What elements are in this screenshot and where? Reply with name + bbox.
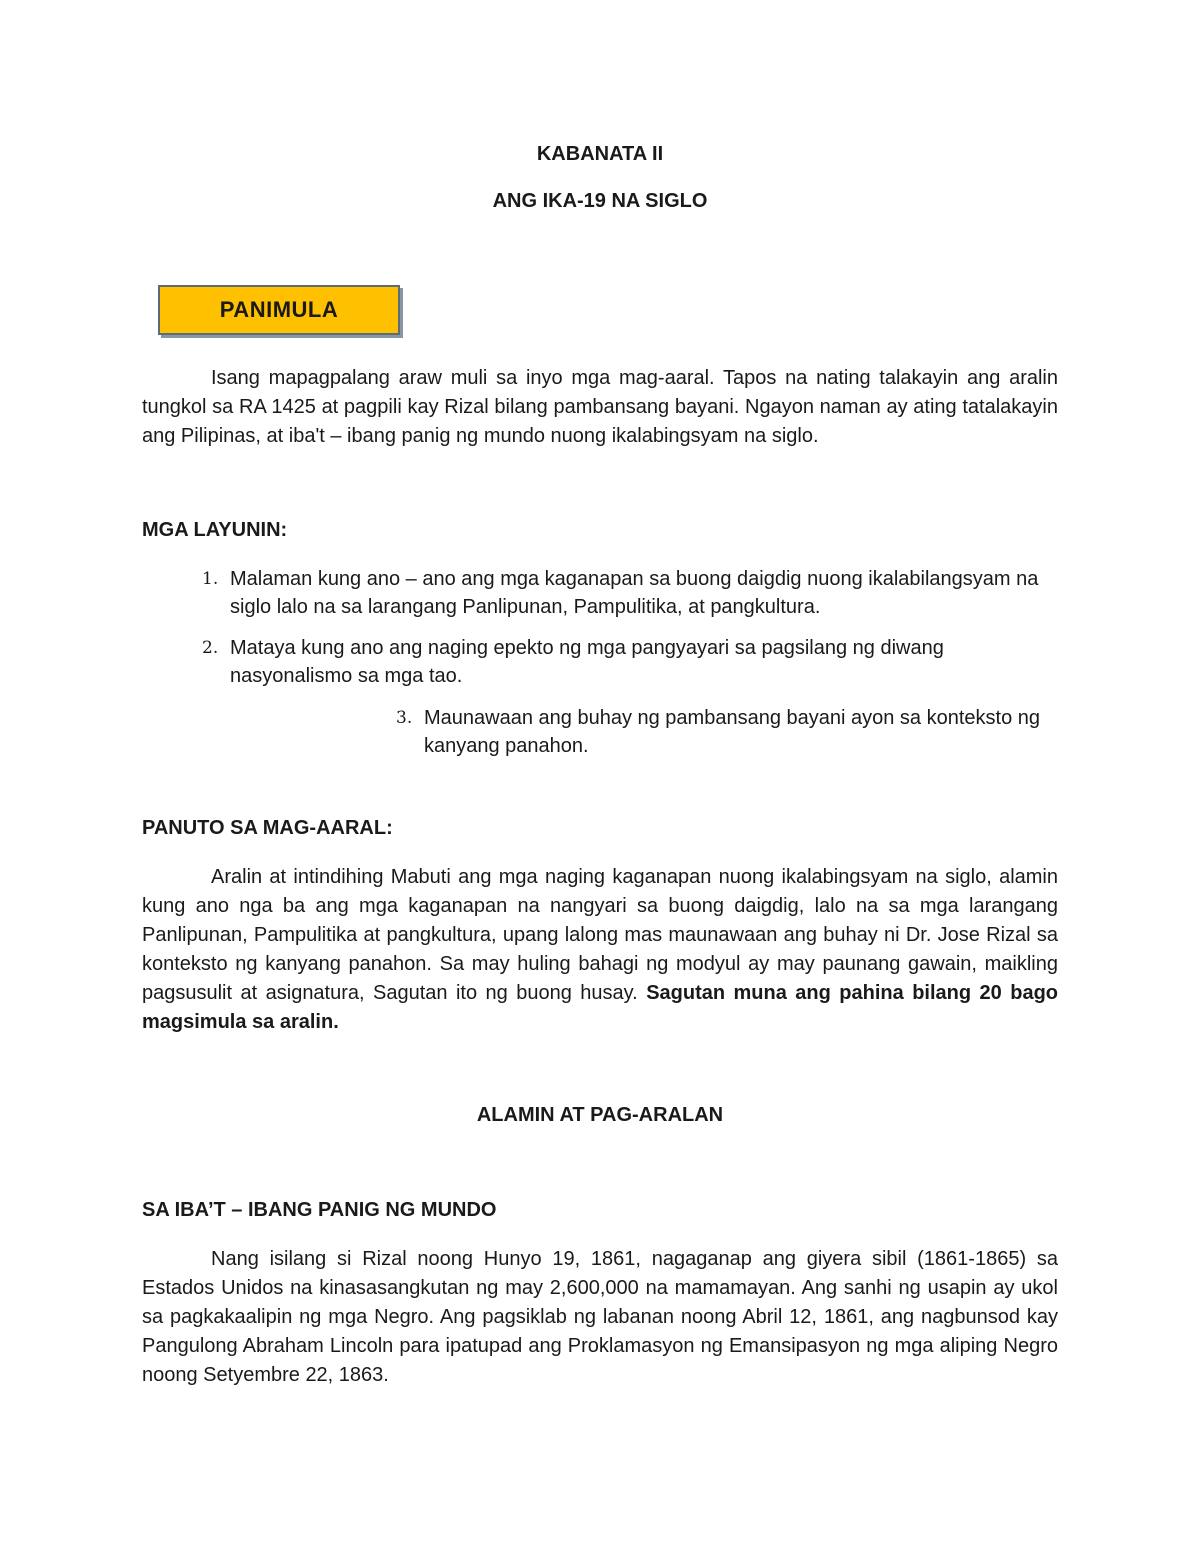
objective-number: 2. [202,638,219,658]
objective-text: Malaman kung ano – ano ang mga kaganapan sa buong daigdig nuong ikalabilangsyam na siglo lalo na sa larangang Panlipunan, Pampulitika, at pangkultura. [230,568,1039,618]
objective-text: Maunawaan ang buhay ng pambansang bayani ayon sa konteksto ng kanyang panahon. [424,707,1041,757]
objective-text: Mataya kung ano ang naging epekto ng mga pangyayari sa pagsilang ng diwang nasyonalismo sa mga tao. [230,637,944,687]
chapter-heading: KABANATA II [536,143,664,165]
objective-number: 3. [396,708,413,728]
intro-text: Isang mapagpalang araw muli sa inyo mga mag-aaral. Tapos na nating talakayin ang aralin tungkol sa RA 1425 at pagpili kay Rizal bilang pambansang bayani. Ngayon naman ay ating tatalakayin ang Pilipinas, at iba't – ibang panig ng mundo nuong ikalabingsyam na siglo. [142,367,1058,447]
objective-number: 1. [202,569,219,589]
world-text: Nang isilang si Rizal noong Hunyo 19, 1861, nagaganap ang giyera sibil (1861-1865) sa Estados Unidos na kinasasangkutan ng may 2,600,000 na mamamayan. Ang sanhi ng usapin ay ukol sa pagkakaalipin ng mga Negro. Ang pagsiklab ng labanan noong Abril 12, 1861, ang nagbunsod kay Pangulong Abraham Lincoln para ipatupad ang Proklamasyon ng Emansipasyon ng mga aliping Negro noong Setyembre 22, 1863. [142,1248,1058,1386]
instructions-paragraph [142,863,1058,1037]
objective-item [202,634,1060,690]
objective-item [396,704,1060,760]
instructions-text: Aralin at intindihing Mabuti ang mga naging kaganapan nuong ikalabingsyam na siglo, alamin kung ano nga ba ang mga kaganapan na nangyari sa buong daigdig, lalo na sa mga larangang Panlipunan, Pampulitika at pangkultura, upang lalong mas maunawaan ang buhay ni Dr. Jose Rizal sa konteksto ng kanyang panahon. Sa may huling bahagi ng modyul ay may paunang gawain, maikling pagsusulit at asignatura, Sagutan ito ng buong husay. [142,866,1058,1004]
world-paragraph [142,1245,1058,1390]
section-heading-world: SA IBA’T – IBANG PANIG NG MUNDO [142,1199,497,1221]
panimula-label: PANIMULA [219,297,339,322]
section-heading-alamin: ALAMIN AT PAG-ARALAN [476,1104,724,1126]
objective-item [202,565,1060,621]
instructions-bold-text: Sagutan muna ang pahina bilang 20 bago magsimula sa aralin. [142,982,1058,1033]
panimula-banner [158,285,400,335]
objectives-heading: MGA LAYUNIN: [142,519,288,541]
intro-paragraph [142,364,1058,451]
chapter-title: ANG IKA-19 NA SIGLO [492,190,708,212]
instructions-heading: PANUTO SA MAG-AARAL: [142,817,393,839]
